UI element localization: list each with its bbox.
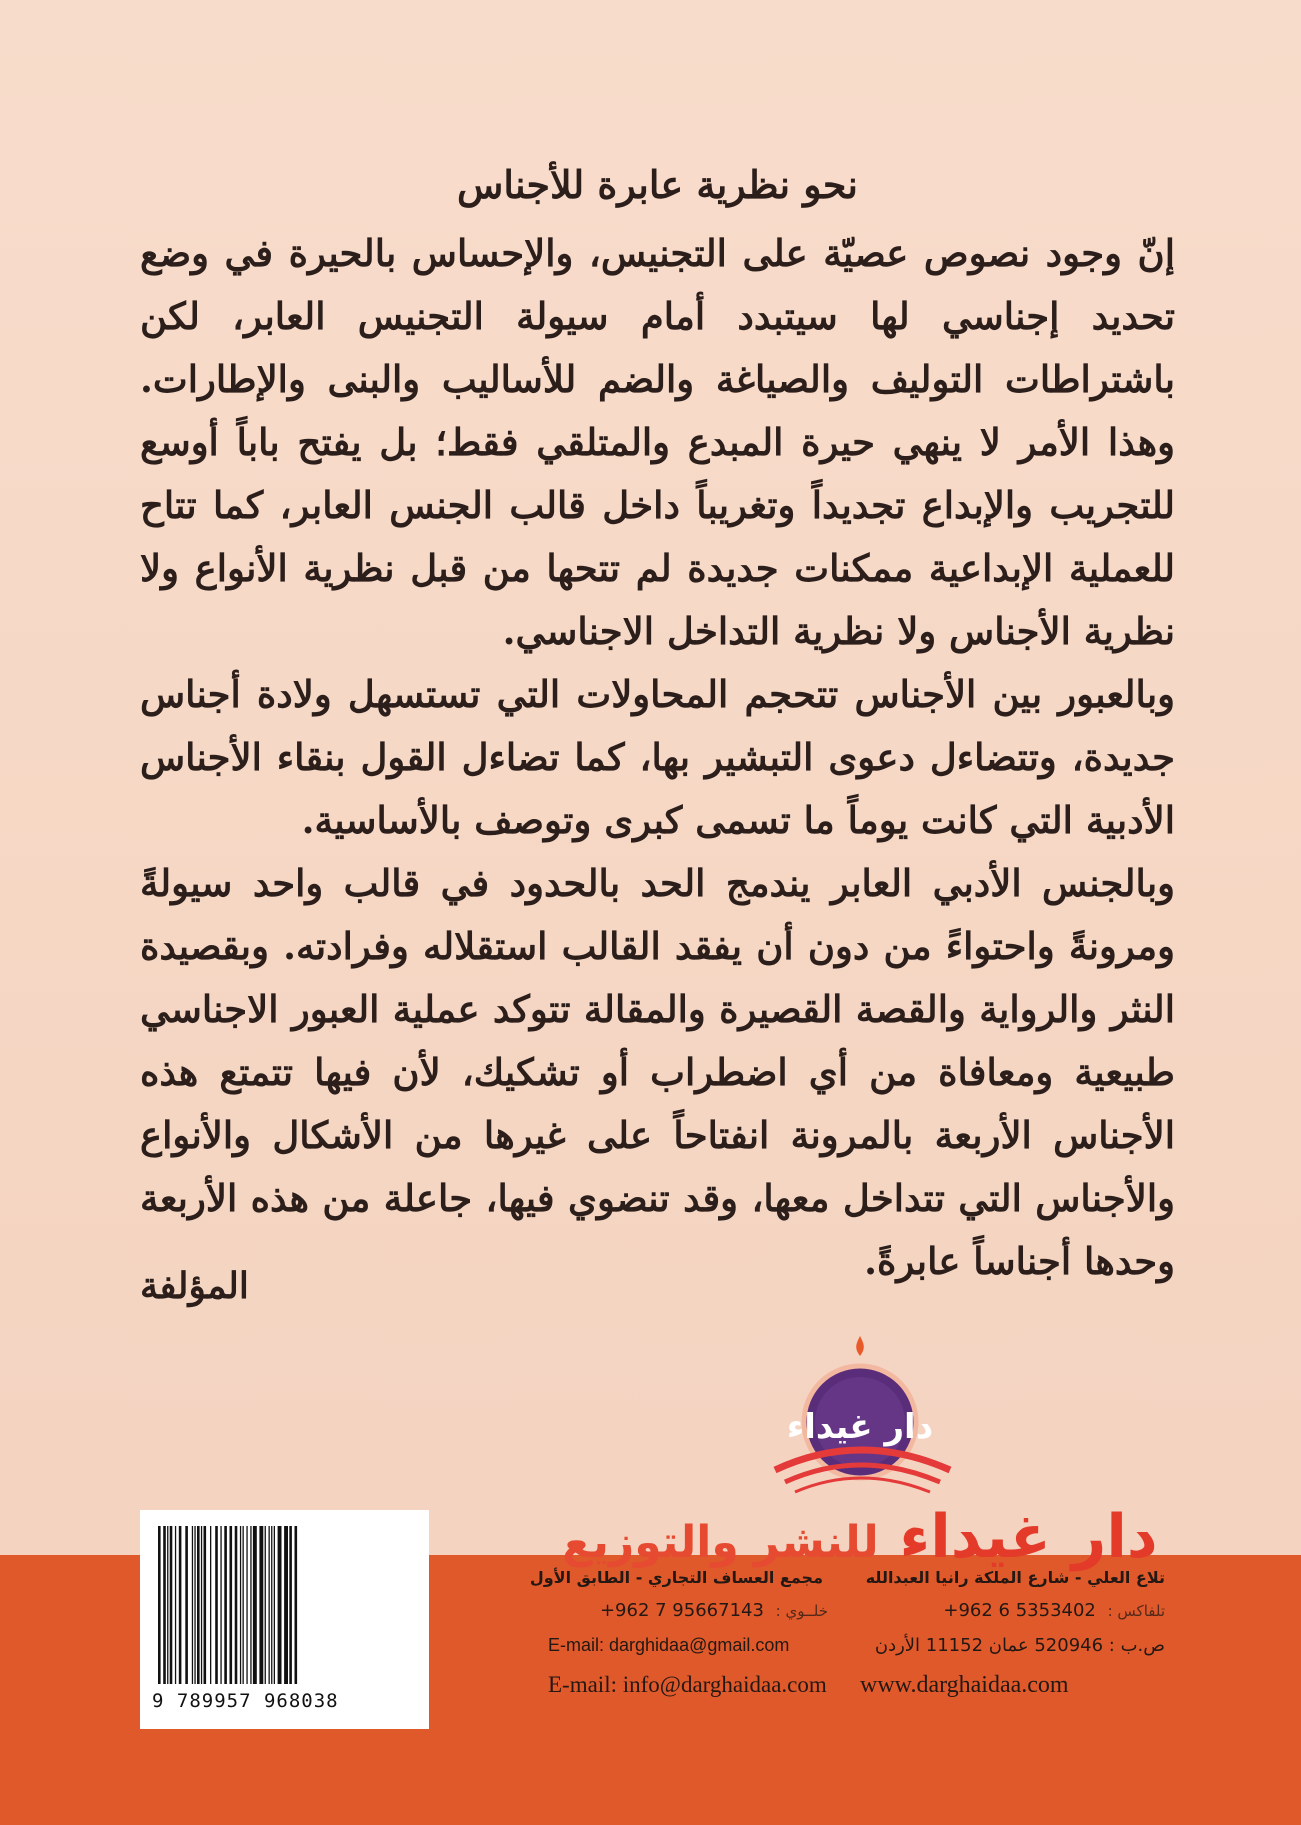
barcode-bar	[253, 1526, 257, 1684]
publisher-name-sub: للنشر والتوزيع	[562, 1517, 879, 1568]
barcode-bar	[215, 1526, 218, 1684]
telefax-number: +962 6 5353402	[943, 1600, 1096, 1621]
barcode-bar	[220, 1526, 221, 1684]
author-signature: المؤلفة	[140, 1265, 249, 1307]
barcode-bar	[158, 1526, 161, 1684]
publisher-logo-icon	[760, 1330, 960, 1500]
barcode-bar	[201, 1526, 202, 1684]
barcode-bar	[224, 1526, 227, 1684]
barcode-bar	[240, 1526, 241, 1684]
publisher-name-main: دار غيداء	[899, 1502, 1158, 1572]
address-line-right: تلاع العلي - شارع الملكة رانيا العبدالله	[865, 1568, 1165, 1587]
barcode-bar	[284, 1526, 288, 1684]
barcode-bar	[265, 1526, 266, 1684]
website-link[interactable]: www.darghaidaa.com	[860, 1672, 1069, 1698]
barcode-bar	[243, 1526, 244, 1684]
address-line-left: مجمع العساف التجاري - الطابق الأول	[529, 1568, 823, 1587]
barcode-bar	[175, 1526, 176, 1684]
barcode-bar	[192, 1526, 193, 1684]
mobile-line	[548, 1600, 828, 1621]
blurb-paragraph-2: وبالعبور بين الأجناس تتحجم المحاولات التي تستسهل ولادة أجناس جديدة، وتتضاءل دعوى التبشير بها، كما تضاءل القول بنقاء الأجناس الأدبية التي كانت يوماً ما تسمى كبرى وتوصف بالأساسية.	[140, 672, 1175, 842]
barcode-bar	[271, 1526, 272, 1684]
barcode-bar	[274, 1526, 275, 1684]
email-info[interactable]: E-mail: info@darghaidaa.com	[548, 1672, 827, 1697]
blurb-paragraph-3: وبالجنس الأدبي العابر يندمج الحد بالحدود في قالب واحد سيولةً ومرونةً واحتواءً من دون أن يفقد القالب استقلاله وفرادته. وبقصيدة النثر والرواية والقصة القصيرة والمقالة تتوكد عملية العبور الاجناسي طبيعية ومعافاة من أي اضطراب أو تشكيك، لأن فيها تتمتع هذه الأجناس الأربعة بالمرونة انفتاحاً على غيرها من الأشكال والأنواع والأجناس التي تتداخل معها، وقد تنضوي فيها، جاعلة من هذه الأربعة وحدها أجناساً عابرةً.	[140, 861, 1175, 1283]
barcode-bar	[167, 1526, 168, 1684]
isbn-barcode	[140, 1510, 429, 1729]
barcode-bar	[289, 1526, 292, 1684]
barcode-bar	[194, 1526, 195, 1684]
barcode-bar	[163, 1526, 166, 1684]
logo-text: دار غيداء	[786, 1407, 934, 1447]
mobile-number: +962 7 95667143	[599, 1600, 764, 1621]
po-box: ص.ب : 520946 عمان 11152 الأردن	[874, 1635, 1165, 1656]
blurb-heading: نحو نظرية عابرة للأجناس	[457, 162, 858, 207]
telefax-line	[860, 1600, 1165, 1621]
blurb-text	[140, 150, 1175, 1293]
barcode-bar	[246, 1526, 247, 1684]
barcode-bar	[230, 1526, 233, 1684]
email-gmail[interactable]: E-mail: darghidaa@gmail.com	[548, 1635, 790, 1655]
telefax-label: تلفاكس :	[1107, 1602, 1165, 1620]
isbn-number: 9 789957 968038	[152, 1690, 339, 1712]
barcode-bar	[210, 1526, 211, 1684]
barcode-bar	[197, 1526, 200, 1684]
barcode-bar	[170, 1526, 173, 1684]
barcode-bar	[295, 1526, 298, 1684]
barcode-bar	[185, 1526, 188, 1684]
barcode-bar	[278, 1526, 282, 1684]
barcode-bar	[204, 1526, 207, 1684]
blurb-paragraph-1: إنّ وجود نصوص عصيّة على التجنيس، والإحساس بالحيرة في وضع تحديد إجناسي لها سيتبدد أمام سيولة التجنيس العابر، لكن باشتراطات التوليف والصياغة والضم للأساليب والبنى والإطارات. وهذا الأمر لا ينهي حيرة المبدع والمتلقي فقط؛ بل يفتح باباً أوسع للتجريب والإبداع تجديداً وتغريباً داخل قالب الجنس العابر، كما تتاح للعملية الإبداعية ممكنات جديدة لم تتحها من قبل نظرية الأنواع ولا نظرية الأجناس ولا نظرية التداخل الاجناسي.	[140, 231, 1175, 653]
barcode-bar	[250, 1526, 251, 1684]
barcode-bar	[179, 1526, 182, 1684]
barcode-bars	[154, 1526, 414, 1686]
mobile-label: خلــوي :	[775, 1602, 828, 1620]
barcode-bar	[235, 1526, 238, 1684]
barcode-bar	[269, 1526, 270, 1684]
publisher-logo	[760, 1330, 960, 1500]
barcode-bar	[259, 1526, 263, 1684]
